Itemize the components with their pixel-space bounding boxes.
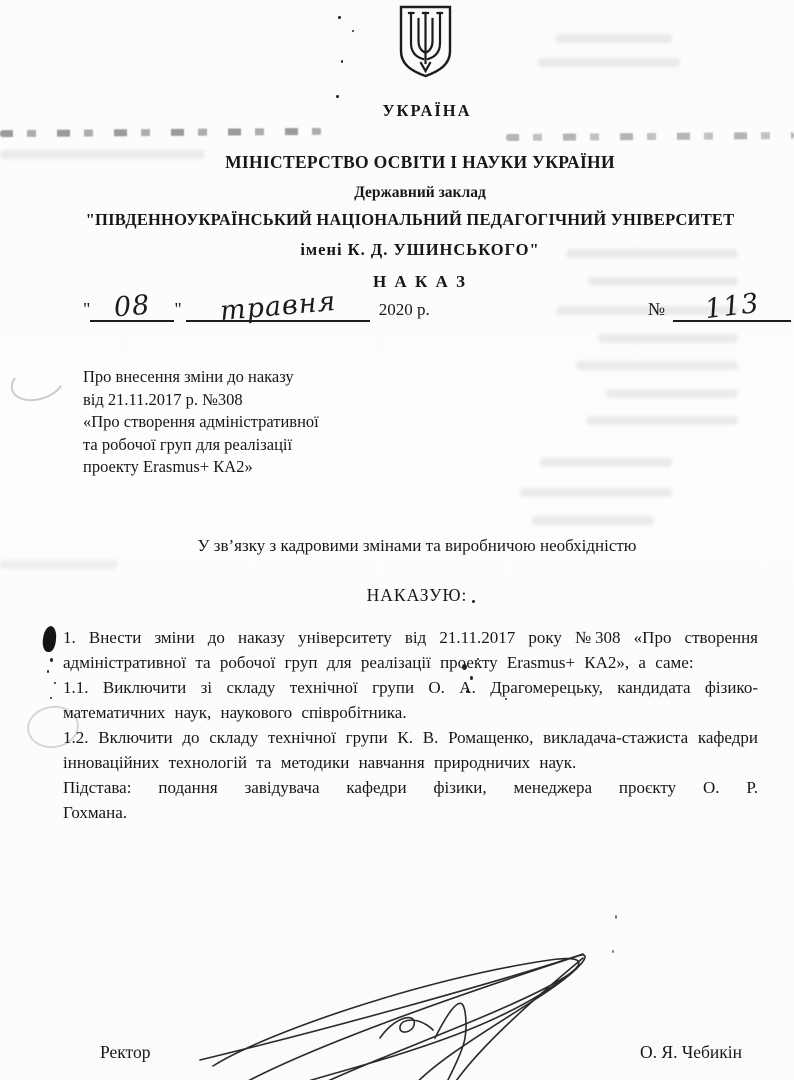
scan-noise-band xyxy=(0,128,322,137)
scan-speck xyxy=(338,16,341,19)
bleed-through-text xyxy=(520,488,672,497)
close-quote: " xyxy=(174,299,182,319)
date-and-number-line xyxy=(83,285,791,328)
scan-artifact-swirl xyxy=(6,356,70,408)
bleed-through-text xyxy=(540,458,672,467)
number-field xyxy=(647,287,791,326)
bleed-through-text xyxy=(576,361,738,370)
institution-name-line2: імені К. Д. УШИНСЬКОГО" xyxy=(300,240,540,259)
day-field xyxy=(90,289,174,324)
scan-speck xyxy=(615,915,617,919)
month-handwritten: травня xyxy=(218,285,337,328)
bleed-through-text xyxy=(532,516,654,525)
ukraine-trident-shield-icon xyxy=(398,5,453,79)
ministry-name: МІНІСТЕРСТВО ОСВІТИ І НАУКИ УКРАЇНИ xyxy=(225,152,615,172)
scan-speck xyxy=(47,670,49,673)
open-quote: " xyxy=(83,299,91,319)
order-paragraph: 1. Внести зміни до наказу університету від 21.11.2017 року №308 «Про створення адміністративної та робочої груп для реалізації проекту Erasmus+ КА2», а саме: xyxy=(63,628,758,672)
year-printed: 2020 р. xyxy=(378,300,430,319)
scan-speck xyxy=(352,30,354,32)
signature-role-label: Ректор xyxy=(100,1042,151,1062)
number-handwritten: 113 xyxy=(702,287,761,326)
order-body xyxy=(63,625,758,825)
bleed-through-text xyxy=(538,58,680,67)
bleed-through-text xyxy=(586,416,738,425)
number-line xyxy=(673,287,791,326)
scan-speck xyxy=(341,60,343,63)
rector-signature-flourish xyxy=(195,938,625,1080)
bleed-through-text xyxy=(556,34,672,43)
subject-line: та робочої груп для реалізації xyxy=(83,434,293,454)
subject-line: проекту Erasmus+ КА2» xyxy=(83,457,253,476)
ink-blot xyxy=(42,625,58,652)
order-heading: НАКАЗУЮ: xyxy=(366,585,468,605)
preamble-text: У зв’язку з кадровими змінами та виробничою необхідністю xyxy=(197,536,637,555)
bleed-through-text xyxy=(0,560,118,569)
order-paragraph: 1.1. Виключити зі складу технічної групи О. А. Драгомерецьку, кандидата фізико-математичних наук, наукового співробітника. xyxy=(63,678,758,722)
day-handwritten: 08 xyxy=(112,289,152,324)
scan-speck xyxy=(50,658,53,662)
subject-line: «Про створення адміністративної xyxy=(83,412,319,431)
number-label: № xyxy=(647,299,665,319)
bleed-through-text xyxy=(606,389,738,398)
order-paragraph: 1.2. Включити до складу технічної групи К. В. Ромащенко, викладача-стажиста кафедри інноваційних технологій та методики навчання природничих наук. xyxy=(63,728,758,772)
subject-block xyxy=(83,366,319,479)
subject-line: від 21.11.2017 р. №308 xyxy=(83,389,243,409)
subject-line: Про внесення зміни до наказу xyxy=(83,367,294,386)
bleed-through-text xyxy=(598,334,738,343)
country-label: УКРАЇНА xyxy=(382,101,472,120)
scan-speck xyxy=(54,682,56,684)
institution-type: Державний заклад xyxy=(354,184,486,201)
scan-noise-band xyxy=(506,132,794,141)
scan-speck xyxy=(50,697,52,699)
signatory-name: О. Я. Чебикін xyxy=(640,1042,742,1062)
scan-speck xyxy=(336,95,339,98)
order-paragraph: Підстава: подання завідувача кафедри фізики, менеджера проєкту О. Р. Гохмана. xyxy=(63,778,758,822)
month-field xyxy=(186,285,370,328)
document-type-title: Н А К А З xyxy=(372,272,468,291)
institution-name-line1: "ПІВДЕННОУКРАЇНСЬКИЙ НАЦІОНАЛЬНИЙ ПЕДАГОГІЧНИЙ УНІВЕРСИТЕТ xyxy=(85,210,735,229)
